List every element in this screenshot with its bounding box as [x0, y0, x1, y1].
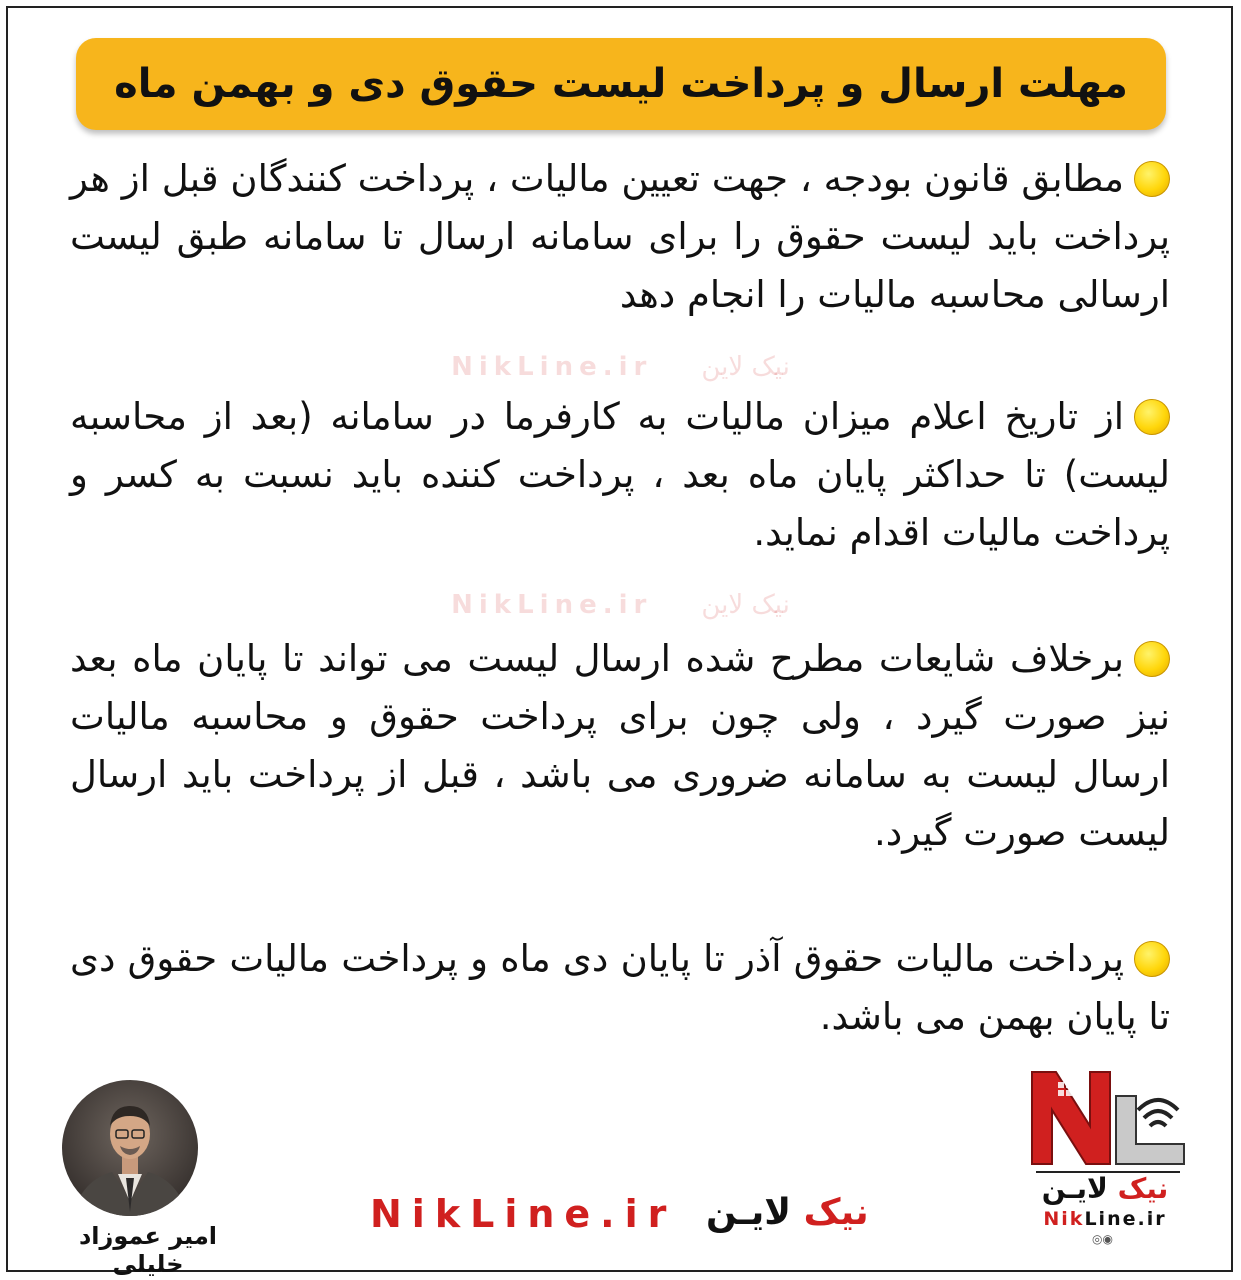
wifi-signal-icon	[1138, 1100, 1178, 1126]
yellow-circle-bullet-icon	[1134, 941, 1170, 977]
logo-brand-fa	[1030, 1172, 1180, 1205]
author-name: امیر عموزاد خلیلی	[78, 1222, 218, 1278]
paragraph-1	[70, 150, 1170, 324]
logo-mark	[1032, 1072, 1184, 1172]
paragraph-text: از تاریخ اعلام میزان مالیات به کارفرما در سامانه (بعد از محاسبه لیست) تا حداکثر پایان ماه بعد ، پرداخت کننده باید نسبت به کسر و پرداخت مالیات اقدام نماید.	[70, 395, 1170, 554]
yellow-circle-bullet-icon	[1134, 399, 1170, 435]
watermark-site: NikLine.ir	[451, 590, 653, 620]
social-icons: ◎◉	[1092, 1232, 1113, 1246]
logo-site	[1030, 1208, 1180, 1230]
page-title: مهلت ارسال و پرداخت لیست حقوق دی و بهمن ماه	[114, 61, 1128, 107]
logo-fa-part2: لایـن	[1041, 1172, 1108, 1205]
watermark	[0, 352, 1241, 382]
watermark	[0, 590, 1241, 620]
author-avatar	[62, 1080, 198, 1216]
footer-site: NikLine.ir	[370, 1192, 677, 1236]
logo-fa-part1: نیک	[1117, 1172, 1169, 1205]
paragraph-text: پرداخت مالیات حقوق آذر تا پایان دی ماه و پرداخت مالیات حقوق دی تا پایان بهمن می باشد.	[70, 937, 1170, 1038]
footer-brand-part2: لایـن	[706, 1192, 792, 1233]
paragraph-text: برخلاف شایعات مطرح شده ارسال لیست می تواند تا پایان ماه بعد نیز صورت گیرد ، ولی چون برای پرداخت حقوق و محاسبه مالیات ارسال لیست به سامانه ضروری می باشد ، قبل از پرداخت باید ارسال لیست صورت گیرد.	[70, 637, 1170, 854]
yellow-circle-bullet-icon	[1134, 161, 1170, 197]
title-banner	[76, 38, 1166, 130]
watermark-brand: نیک لاین	[701, 590, 790, 620]
footer-brand-part1: نیک	[803, 1192, 869, 1233]
paragraph-4	[70, 930, 1170, 1046]
watermark-site: NikLine.ir	[451, 352, 653, 382]
watermark-brand: نیک لاین	[701, 352, 790, 382]
paragraph-3	[70, 630, 1170, 862]
logo-en-part1: Nik	[1043, 1208, 1085, 1230]
logo-en-part2: Line.ir	[1084, 1208, 1167, 1230]
paragraph-2	[70, 388, 1170, 562]
paragraph-text: مطابق قانون بودجه ، جهت تعیین مالیات ، پرداخت کنندگان قبل از هر پرداخت باید لیست حقوق را برای سامانه ارسال تا سامانه طبق لیست ارسالی محاسبه مالیات را انجام دهد	[70, 157, 1170, 316]
author-photo-icon	[62, 1080, 198, 1216]
yellow-circle-bullet-icon	[1134, 641, 1170, 677]
footer-brand	[706, 1192, 869, 1233]
